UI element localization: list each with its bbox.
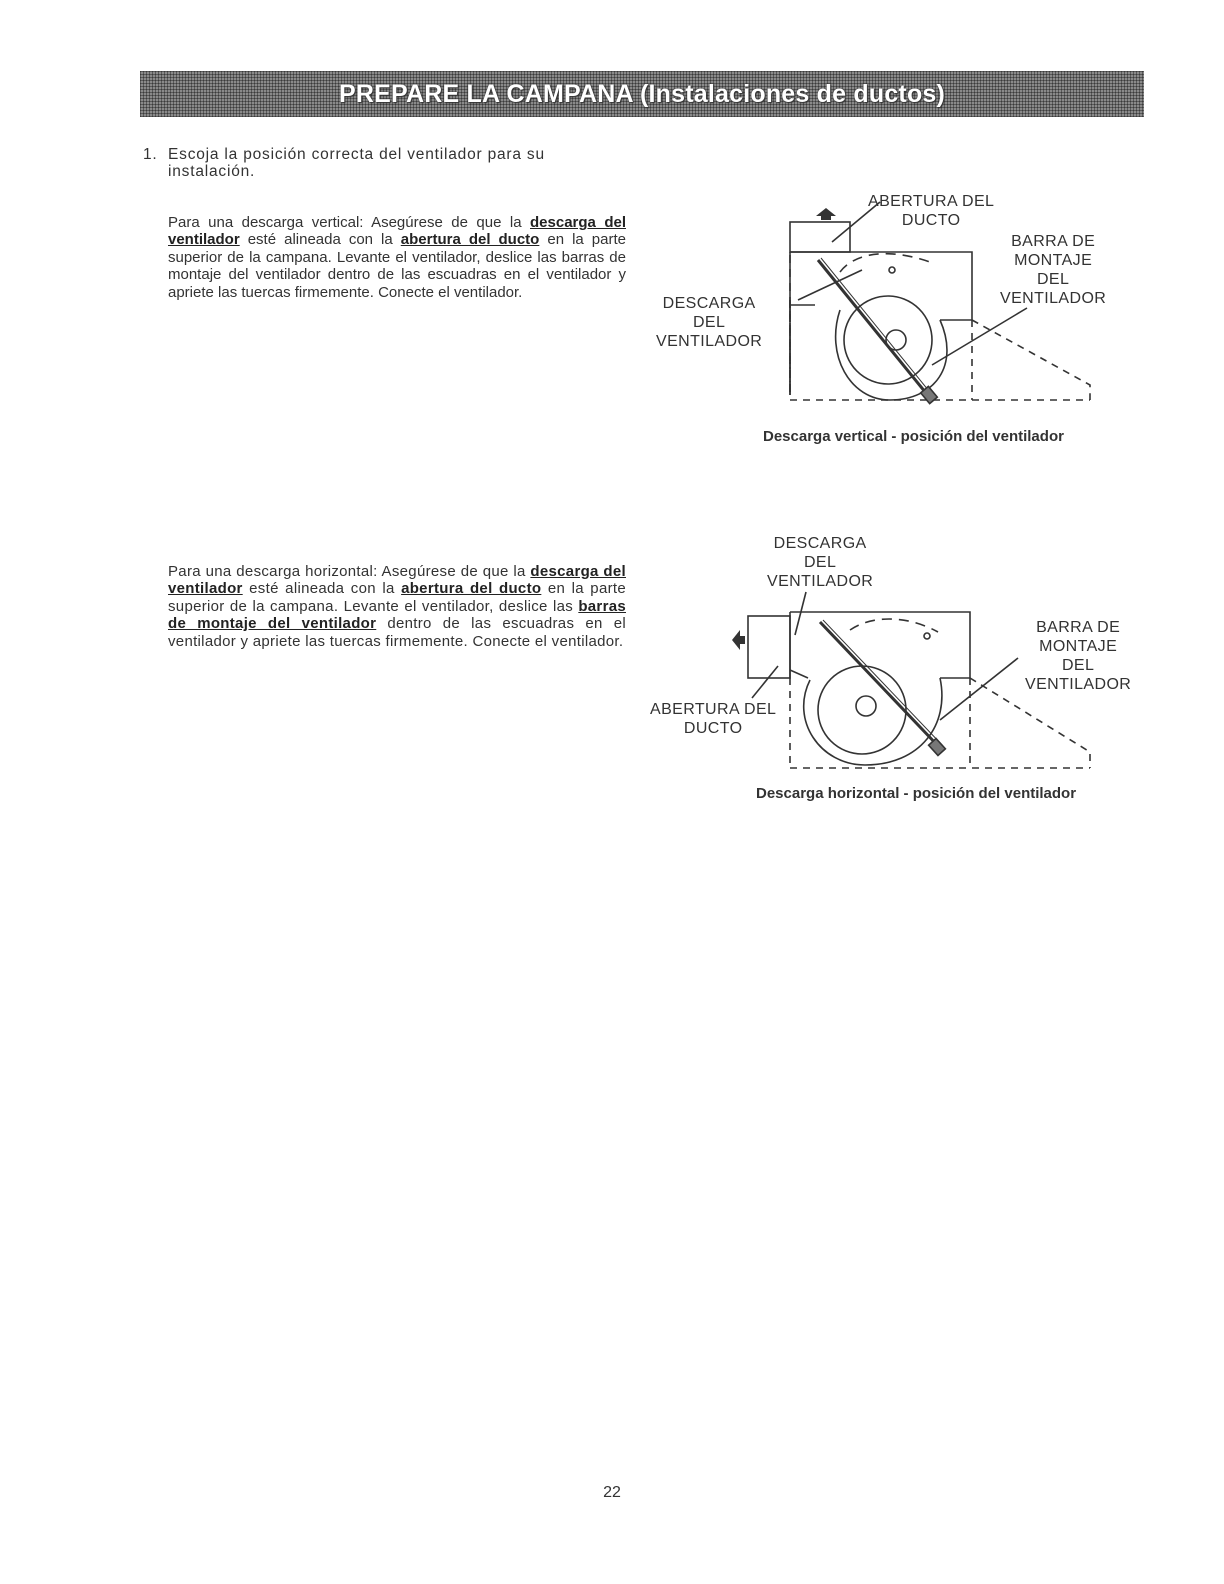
text-run: en la parte superior de la campana. Levante el ventilador, deslice las barras de montaje del ventilador dentro de las escuadras en el ventilador y apriete las tuercas firmemente. Conecte el ventilador. <box>168 231 626 301</box>
section-banner <box>140 71 1144 117</box>
term-descarga-del-ventilador: descarga del ventilador <box>168 563 626 598</box>
section-title: PREPARE LA CAMPANA (Instalaciones de ductos) <box>338 79 946 108</box>
figure-caption: Descarga vertical - posición del ventilador <box>763 428 1064 445</box>
term-abertura-del-ducto: abertura del ducto <box>401 580 542 598</box>
label-line: VENTILADOR <box>767 573 874 590</box>
label-line: VENTILADOR <box>656 333 763 350</box>
text-run: en la parte superior de la campana. Levante el ventilador, deslice las <box>168 580 626 615</box>
label-abertura-del-ducto <box>868 192 994 230</box>
label-line: DUCTO <box>901 212 961 229</box>
step-number: 1. <box>143 146 158 163</box>
label-barra-de-montaje <box>1025 618 1131 694</box>
label-line: MONTAJE <box>1014 252 1093 269</box>
label-line: DEL <box>1061 657 1095 674</box>
label-line: DEL <box>1036 271 1070 288</box>
label-line: MONTAJE <box>1039 638 1118 655</box>
term-barras-de-montaje: barras de montaje del ventilador <box>168 597 626 633</box>
page-number: 22 <box>603 1484 621 1501</box>
label-descarga-del-ventilador <box>656 294 762 351</box>
term-descarga-del-ventilador: descarga del ventilador <box>168 214 626 249</box>
label-line: DESCARGA <box>662 295 756 312</box>
figure-horizontal-discharge <box>640 530 1140 810</box>
label-line: BARRA DE <box>1011 233 1096 250</box>
horizontal-instructions <box>168 563 626 650</box>
label-line: DUCTO <box>683 720 743 737</box>
text-run: Para una descarga vertical: Asegúrese de que la <box>168 214 530 231</box>
label-line: VENTILADOR <box>1025 676 1132 693</box>
step-text: Escoja la posición correcta del ventilador para su instalación. <box>168 146 545 180</box>
term-abertura-del-ducto: abertura del ducto <box>400 231 540 249</box>
label-abertura-del-ducto <box>650 700 776 738</box>
text-run: dentro de las escuadras en el ventilador y apriete las tuercas firmemente. Conecte el ventilador. <box>168 615 626 650</box>
label-line: DESCARGA <box>773 535 867 552</box>
step-1 <box>143 146 629 180</box>
label-line: ABERTURA DEL <box>650 701 777 718</box>
label-line: DEL <box>803 554 837 571</box>
label-line: VENTILADOR <box>1000 290 1107 307</box>
vertical-instructions <box>168 214 626 301</box>
label-barra-de-montaje <box>1000 232 1106 308</box>
text-run: Para una descarga horizontal: Asegúrese de que la <box>168 563 531 580</box>
label-line: BARRA DE <box>1036 619 1121 636</box>
text-run: esté alineada con la <box>242 580 402 598</box>
label-descarga-del-ventilador <box>767 534 873 591</box>
figure-caption: Descarga horizontal - posición del ventilador <box>756 785 1077 802</box>
figure-vertical-discharge <box>640 190 1140 460</box>
label-line: DEL <box>692 314 726 331</box>
text-run: esté alineada con la <box>239 231 401 249</box>
label-line: ABERTURA DEL <box>868 193 995 210</box>
